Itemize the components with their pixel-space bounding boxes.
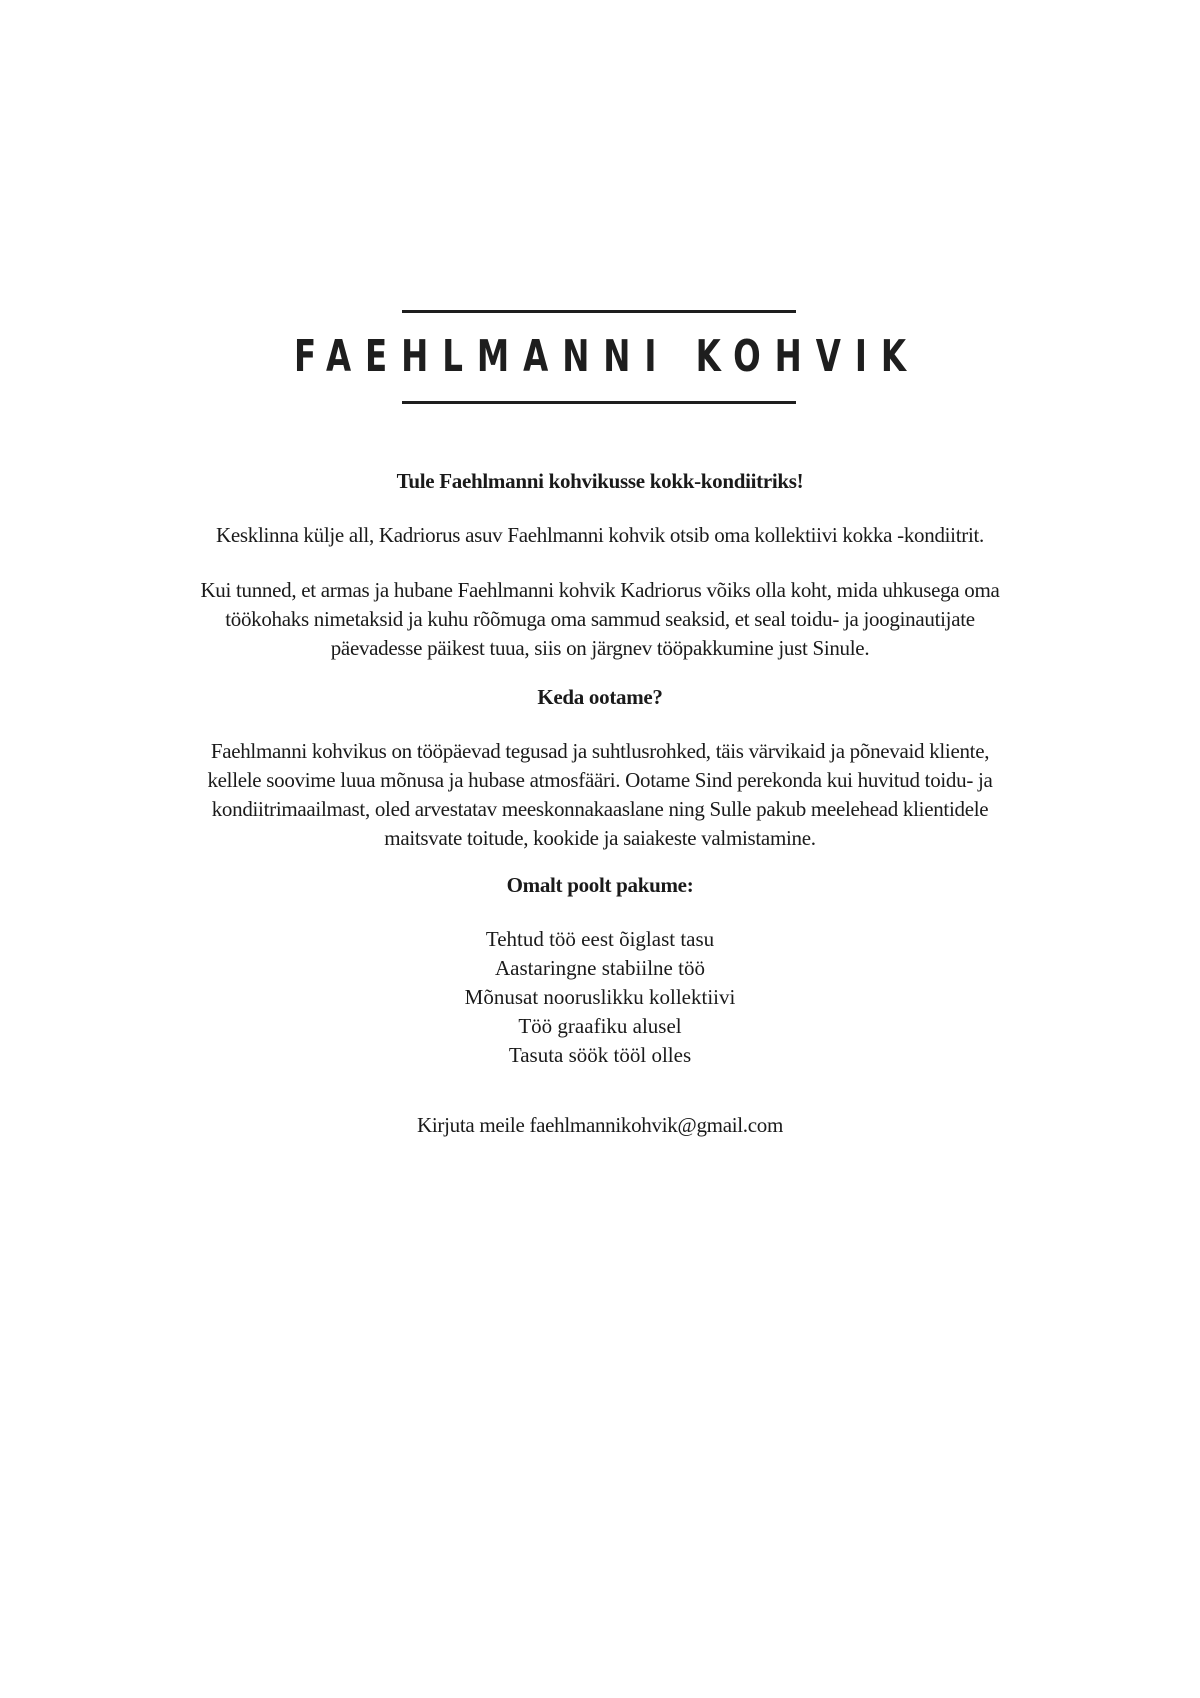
paragraph-line: maitsvate toitude, kookide ja saiakeste valmistamine. — [384, 826, 816, 850]
offer-list — [100, 925, 1100, 1070]
paragraph-line: kondiitrimaailmast, oled arvestatav meeskonnakaaslane ning Sulle pakub meelehead klientidele — [211, 797, 989, 821]
offer-item: Aastaringne stabiilne töö — [495, 956, 705, 980]
offer-item: Tasuta söök tööl olles — [508, 1043, 692, 1067]
description-paragraph — [100, 576, 1100, 663]
contact-email-link[interactable]: faehlmannikohvik@gmail.com — [529, 1113, 783, 1137]
paragraph-line: päevadesse päikest tuua, siis on järgnev tööpakkumine just Sinule. — [330, 636, 870, 660]
offer-item: Tehtud töö eest õiglast tasu — [485, 927, 715, 951]
contact-prefix: Kirjuta meile — [417, 1113, 530, 1137]
offer-item: Mõnusat nooruslikku kollektiivi — [464, 985, 736, 1009]
paragraph-line: töökohaks nimetaksid ja kuhu rõõmuga oma sammud seaksid, et seal toidu- ja jooginautijate — [225, 607, 975, 631]
logo-bottom-rule — [402, 401, 796, 404]
offer-heading: Omalt poolt pakume: — [506, 873, 694, 897]
paragraph-line: kellele soovime luua mõnusa ja hubase atmosfääri. Ootame Sind perekonda kui huvitud toidu- ja — [207, 768, 993, 792]
logo-wordmark: FAEHLMANNI KOHVIK — [293, 331, 920, 382]
job-title-heading: Tule Faehlmanni kohvikusse kokk-kondiitriks! — [396, 469, 804, 493]
paragraph-line: Faehlmanni kohvikus on tööpäevad tegusad ja suhtlusrohked, täis värvikaid ja põnevaid kliente, — [210, 739, 990, 763]
who-we-seek-heading: Keda ootame? — [537, 685, 663, 709]
logo-top-rule — [402, 310, 796, 313]
offer-item: Töö graafiku alusel — [518, 1014, 682, 1038]
intro-paragraph: Kesklinna külje all, Kadriorus asuv Faehlmanni kohvik otsib oma kollektiivi kokka -kondiitrit. — [216, 523, 984, 547]
who-we-seek-paragraph — [100, 737, 1100, 853]
paragraph-line: Kui tunned, et armas ja hubane Faehlmanni kohvik Kadriorus võiks olla koht, mida uhkusega oma — [200, 578, 1000, 602]
contact-line — [100, 1111, 1100, 1140]
